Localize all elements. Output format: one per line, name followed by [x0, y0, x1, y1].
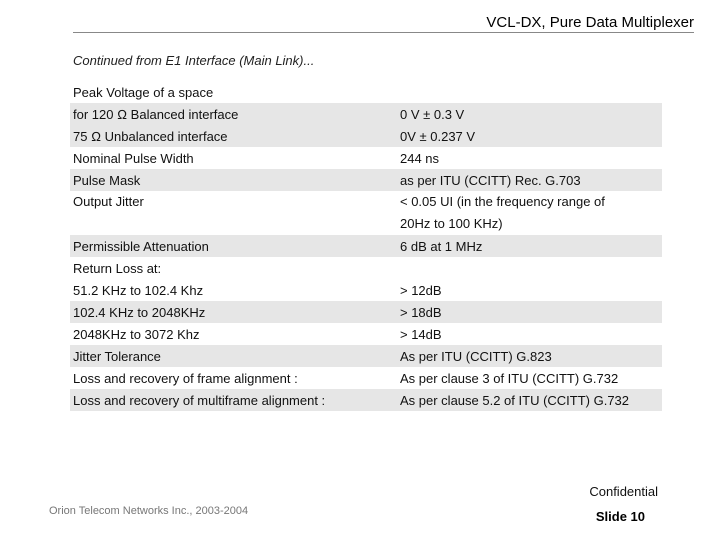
- spec-value: As per clause 3 of ITU (CCITT) G.732: [400, 370, 619, 386]
- spec-row: [70, 367, 662, 389]
- spec-parameter: Output Jitter: [73, 194, 144, 209]
- spec-row: [70, 345, 662, 367]
- spec-value: as per ITU (CCITT) Rec. G.703: [397, 169, 662, 191]
- spec-value: [397, 257, 662, 279]
- spec-value: 0V ± 0.237 V: [397, 125, 662, 147]
- spec-row: [70, 389, 662, 411]
- spec-parameter: Peak Voltage of a space: [73, 84, 214, 100]
- spec-value: 244 ns: [400, 150, 440, 166]
- slide-title: VCL-DX, Pure Data Multiplexer: [486, 14, 694, 31]
- spec-row: [70, 301, 662, 323]
- title-divider: [73, 32, 694, 33]
- spec-parameter: 102.4 KHz to 2048KHz: [70, 301, 397, 323]
- spec-row: [70, 169, 662, 191]
- confidential-label: Confidential: [589, 484, 658, 499]
- spec-value-line: 20Hz to 100 KHz): [400, 216, 503, 231]
- spec-row: [70, 81, 662, 103]
- spec-value: > 18dB: [397, 301, 662, 323]
- company-copyright: Orion Telecom Networks Inc., 2003-2004: [49, 505, 249, 517]
- spec-parameter: Loss and recovery of frame alignment :: [73, 370, 298, 386]
- spec-value: 6 dB at 1 MHz: [397, 235, 662, 257]
- spec-value: > 14dB: [400, 326, 442, 342]
- spec-value: > 12dB: [400, 282, 442, 298]
- spec-row: [70, 103, 662, 125]
- spec-row: [70, 191, 662, 235]
- spec-row: [70, 125, 662, 147]
- spec-row: [70, 147, 662, 169]
- slide-number: Slide 10: [595, 509, 645, 524]
- spec-parameter: Nominal Pulse Width: [73, 150, 194, 166]
- spec-parameter: Return Loss at:: [73, 260, 162, 276]
- specification-table: [70, 81, 662, 411]
- spec-parameter: Permissible Attenuation: [70, 235, 397, 257]
- spec-parameter: 2048KHz to 3072 Khz: [73, 326, 200, 342]
- spec-row: [70, 279, 662, 301]
- spec-parameter: Pulse Mask: [70, 169, 397, 191]
- spec-parameter: Loss and recovery of multiframe alignment :: [70, 389, 397, 411]
- spec-value-line: < 0.05 UI (in the frequency range of: [400, 194, 605, 209]
- spec-value: As per ITU (CCITT) G.823: [397, 345, 662, 367]
- spec-parameter: Jitter Tolerance: [70, 345, 397, 367]
- spec-row: [70, 323, 662, 345]
- spec-value: 0 V ± 0.3 V: [397, 103, 662, 125]
- spec-row: [70, 235, 662, 257]
- spec-value: As per clause 5.2 of ITU (CCITT) G.732: [397, 389, 662, 411]
- spec-parameter: 51.2 KHz to 102.4 Khz: [73, 282, 204, 298]
- continuation-note: Continued from E1 Interface (Main Link)...: [73, 53, 315, 68]
- spec-value: [397, 81, 662, 103]
- spec-parameter: 75 Ω Unbalanced interface: [70, 125, 397, 147]
- spec-parameter: for 120 Ω Balanced interface: [70, 103, 397, 125]
- spec-value: [397, 191, 662, 235]
- spec-row: [70, 257, 662, 279]
